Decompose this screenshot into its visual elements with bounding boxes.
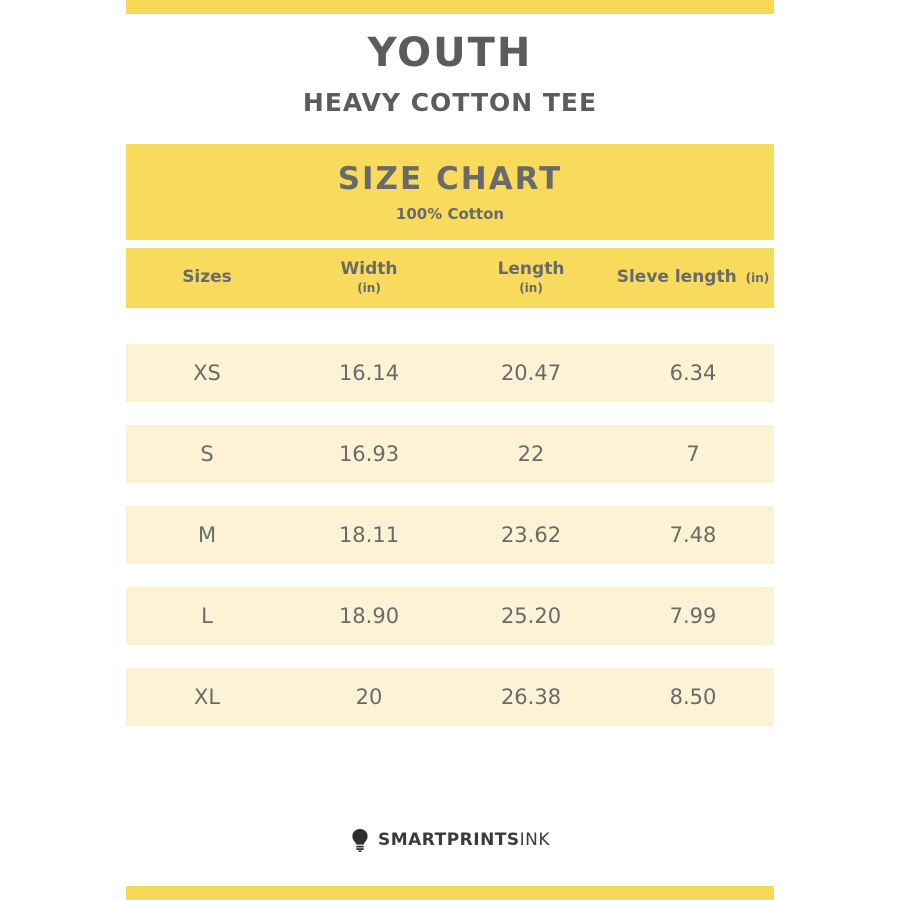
- table-row: [126, 587, 774, 645]
- cell-sleeve: 8.50: [669, 685, 717, 709]
- table-header-row: [126, 248, 774, 308]
- page-title: YOUTH: [367, 30, 533, 76]
- table-body: [126, 344, 774, 749]
- table-row: [126, 344, 774, 402]
- table-header-sleeve-unit: (in): [745, 271, 770, 286]
- table-header-length-unit: (in): [519, 280, 543, 295]
- table-header-width: [288, 260, 450, 295]
- cell-sleeve: 7.48: [669, 523, 717, 547]
- table-row: [126, 425, 774, 483]
- table-header-sizes: [126, 268, 288, 288]
- cell-width: 18.11: [338, 523, 400, 547]
- table-header-sizes-label: Sizes: [182, 267, 232, 288]
- table-header-width-unit: (in): [357, 280, 381, 295]
- bottom-accent-bar: [126, 886, 774, 900]
- table-header-length: [450, 260, 612, 295]
- banner-title: SIZE CHART: [337, 161, 563, 197]
- cell-width: 16.14: [338, 361, 400, 385]
- cell-width: 20: [355, 685, 383, 709]
- cell-width: 16.93: [338, 442, 400, 466]
- cell-size: XS: [193, 361, 221, 385]
- table-row: [126, 668, 774, 726]
- table-header-length-label: Length: [497, 259, 565, 280]
- table-row: [126, 506, 774, 564]
- size-chart-banner: [126, 144, 774, 240]
- brand-name-secondary: INK: [519, 830, 551, 850]
- cell-size: XL: [193, 685, 221, 709]
- brand-name-primary: SMARTPRINTS: [377, 830, 520, 850]
- cell-size: S: [200, 442, 214, 466]
- cell-sleeve: 7: [686, 442, 700, 466]
- cell-length: 25.20: [500, 604, 562, 628]
- page-subtitle: HEAVY COTTON TEE: [302, 88, 598, 117]
- top-accent-bar: [126, 0, 774, 14]
- table-header-width-label: Width: [340, 259, 398, 280]
- cell-width: 18.90: [338, 604, 400, 628]
- table-header-sleeve: [612, 268, 774, 288]
- cell-sleeve: 6.34: [669, 361, 717, 385]
- brand-name: [378, 830, 550, 850]
- cell-size: M: [197, 523, 217, 547]
- title-block: [126, 30, 774, 117]
- table-header-sleeve-label: Sleve length: [616, 267, 737, 288]
- cell-length: 22: [517, 442, 545, 466]
- banner-subtitle: 100% Cotton: [395, 205, 505, 223]
- cell-length: 26.38: [500, 685, 562, 709]
- cell-length: 23.62: [500, 523, 562, 547]
- cell-size: L: [201, 604, 213, 628]
- cell-sleeve: 7.99: [669, 604, 717, 628]
- cell-length: 20.47: [500, 361, 562, 385]
- footer-brand: [0, 828, 900, 852]
- lightbulb-icon: [350, 828, 370, 852]
